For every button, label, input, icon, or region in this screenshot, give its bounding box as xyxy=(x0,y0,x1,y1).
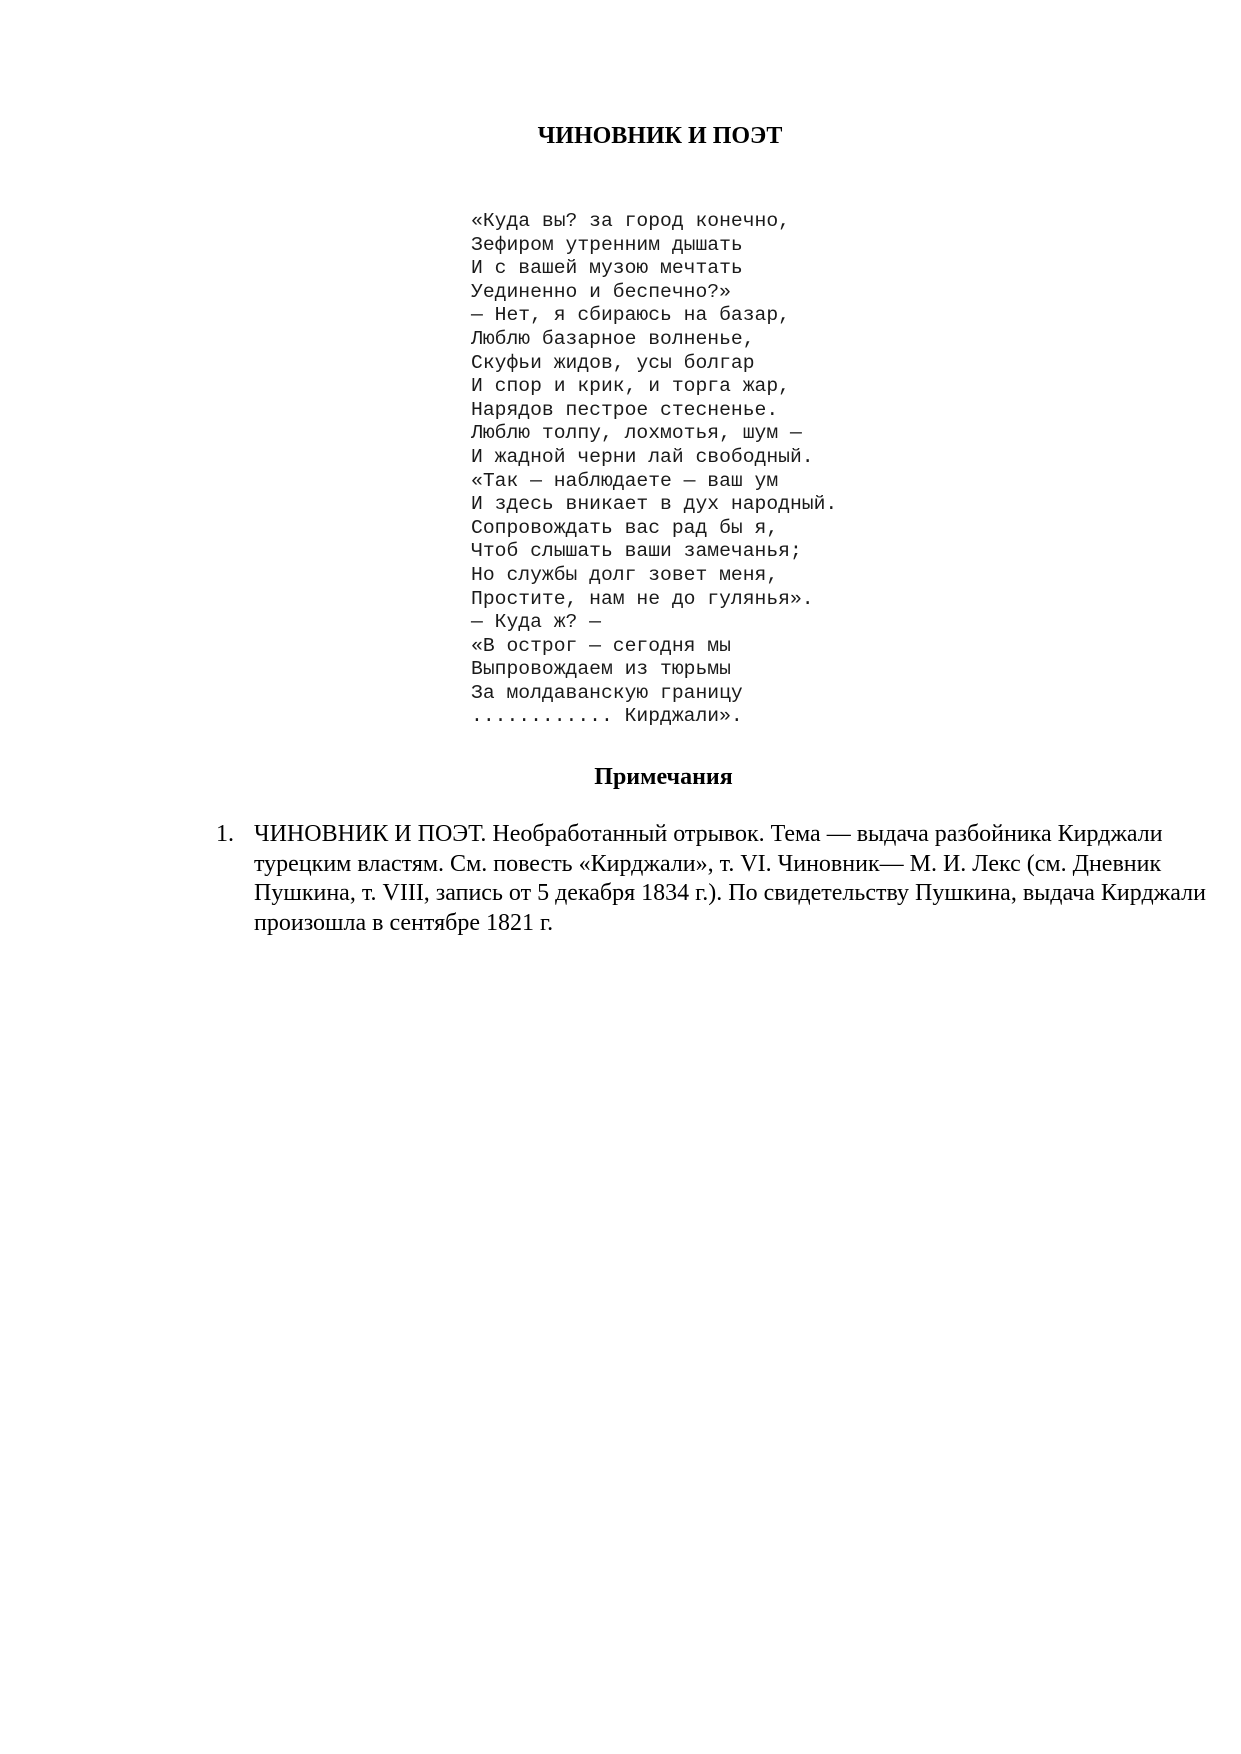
notes-heading: Примечания xyxy=(594,764,733,790)
poem-line: Сопровождать вас рад бы я, xyxy=(471,516,779,539)
poem-line: И здесь вникает в дух народный. xyxy=(471,493,838,516)
poem-line: Но службы долг зовет меня, xyxy=(471,563,779,586)
notes-list xyxy=(216,820,1216,938)
note-number: 1. xyxy=(216,821,234,847)
poem-line: Зефиром утренним дышать xyxy=(471,233,743,256)
poem-text xyxy=(471,210,837,729)
poem-line: «В острог — сегодня мы xyxy=(471,634,731,657)
poem-line: — Куда ж? — xyxy=(471,611,601,634)
poem-line: Выпровождаем из тюрьмы xyxy=(471,658,731,681)
poem-line: «Так — наблюдаете — ваш ум xyxy=(471,469,779,492)
poem-line: Чтоб слышать ваши замечанья; xyxy=(471,540,802,563)
poem-title: ЧИНОВНИК И ПОЭТ xyxy=(537,123,783,149)
note-text: ЧИНОВНИК И ПОЭТ. Необработанный отрывок. Тема — выдача разбойника Кирджали турецким властям. См. повесть «Кирджали», т. VI. Чиновник— М. И. Лекс (см. Дневник Пушкина, т. VIII, запись от 5 декабря 1834 г.). По свидетельству Пушкина, выдача Кирджали произошла в сентябре 1821 г. xyxy=(254,821,1206,936)
poem-line: И жадной черни лай свободный. xyxy=(471,445,814,468)
poem-line: И спор и крик, и торга жар, xyxy=(471,375,790,398)
poem-line: «Куда вы? за город конечно, xyxy=(471,210,790,232)
poem-line: Уединенно и беспечно?» xyxy=(471,280,731,303)
poem-line: Скуфьи жидов, усы болгар xyxy=(471,351,755,374)
poem-line: Люблю толпу, лохмотья, шум — xyxy=(471,422,802,445)
note-item xyxy=(216,820,1216,938)
poem-line: Простите, нам не до гулянья». xyxy=(471,587,814,610)
poem-line: За молдаванскую границу xyxy=(471,681,743,704)
poem-line: И с вашей музою мечтать xyxy=(471,257,743,280)
poem-line: — Нет, я сбираюсь на базар, xyxy=(471,304,790,327)
poem-line: Нарядов пестрое стесненье. xyxy=(471,398,779,421)
poem-line: Люблю базарное волненье, xyxy=(471,327,755,350)
poem-line: ............ Кирджали». xyxy=(471,705,743,728)
